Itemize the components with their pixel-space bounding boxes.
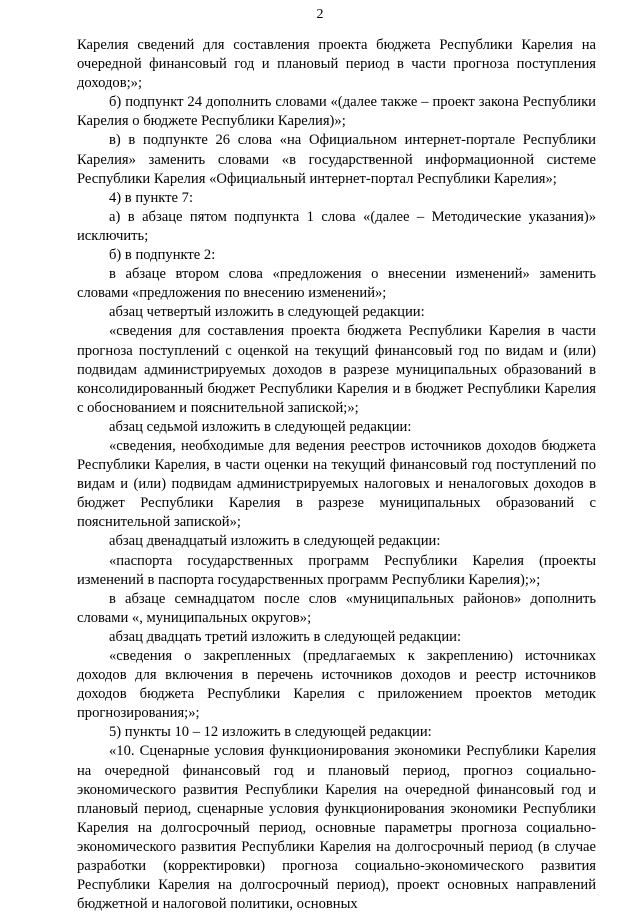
paragraph: «10. Сценарные условия функционирования экономики Республики Карелия на очередной финансовый год и плановый период, прогноз социально-экономического развития Республики Карелия на очередной финансовый год и плановый период, сценарные условия функционирования экономики Республики Карелия на долгосрочный период, основные параметры прогноза социально-экономического развития Республики Карелия на долгосрочный период (в случае разработки (корректировки) прогноза социально-экономического развития Республики Карелия на долгосрочный период), проект основных направлений бюджетной и налоговой политики, основных <box>77 743 596 913</box>
paragraph: в) в подпункте 26 слова «на Официальном интернет-портале Республики Карелия» заменить словами «в государственной информационной системе Республики Карелия «Официальный интернет-портал Республики Карелия»; <box>77 132 596 187</box>
paragraph: Карелия сведений для составления проекта бюджета Республики Карелия на очередной финансовый год и плановый период в части прогноза поступления доходов;»; <box>77 37 596 92</box>
paragraph: «сведения для составления проекта бюджета Республики Карелия в части прогноза поступлений с оценкой на текущий финансовый год по видам и (или) подвидам администрируемых доходов в разрезе муниципальных образований в консолидированный бюджет Республики Карелия и в бюджет Республики Карелия с обоснованием и пояснительной запиской;»; <box>77 323 596 416</box>
paragraph: б) подпункт 24 дополнить словами «(далее также – проект закона Республики Карелия о бюджете Республики Карелия)»; <box>77 94 596 130</box>
paragraph: «паспорта государственных программ Республики Карелия (проекты изменений в паспорта государственных программ Республики Карелия);»; <box>77 552 596 588</box>
paragraph: «сведения, необходимые для ведения реестров источников доходов бюджета Республики Карелия, в части оценки на текущий финансовый год поступлений по видам и (или) подвидам администрируемых налоговых и неналоговых доходов в бюджет Республики Карелия в разрезе муниципальных образований с пояснительной запиской»; <box>77 437 596 531</box>
paragraph: в абзаце семнадцатом после слов «муниципальных районов» дополнить словами «, муниципальных округов»; <box>77 590 596 626</box>
document-body <box>77 36 596 914</box>
paragraph: абзац двенадцатый изложить в следующей редакции: <box>109 533 441 550</box>
paragraph: «сведения о закрепленных (предлагаемых к закреплению) источниках доходов для включения в перечень источников доходов и реестр источников доходов бюджета Республики Карелия с приложением проектов методик прогнозирования;»; <box>77 648 596 722</box>
paragraph: абзац седьмой изложить в следующей редакции: <box>109 418 412 435</box>
paragraph: абзац двадцать третий изложить в следующей редакции: <box>109 628 462 645</box>
paragraph: в абзаце втором слова «предложения о внесении изменений» заменить словами «предложения по внесению изменений»; <box>77 266 596 302</box>
paragraph: 5) пункты 10 – 12 изложить в следующей редакции: <box>109 724 432 741</box>
paragraph: а) в абзаце пятом подпункта 1 слова «(далее – Методические указания)» исключить; <box>77 208 596 244</box>
paragraph: абзац четвертый изложить в следующей редакции: <box>109 304 425 321</box>
paragraph: б) в подпункте 2: <box>109 247 216 264</box>
paragraph: 4) в пункте 7: <box>109 189 194 206</box>
page-number: 2 <box>316 7 324 22</box>
